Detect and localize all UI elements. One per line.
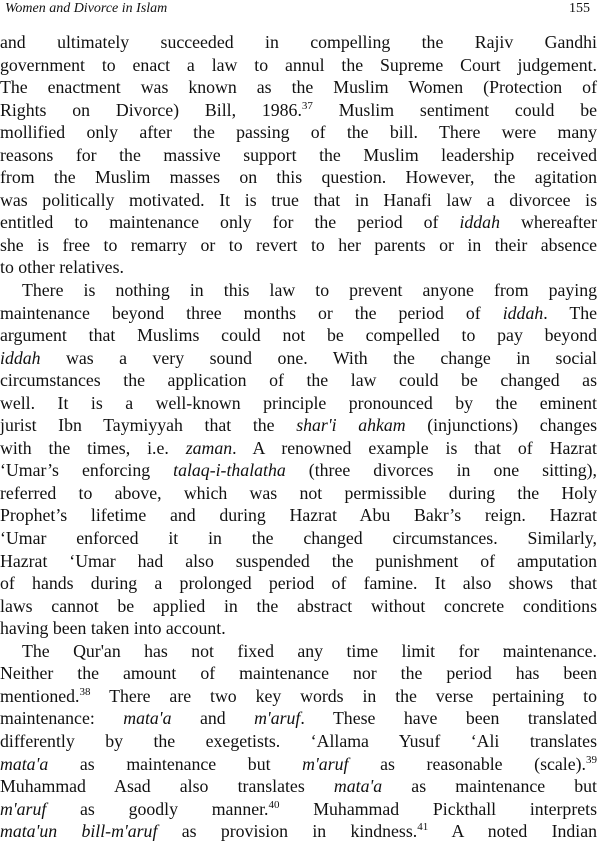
text-run: maintenance: [0,708,124,729]
text-line [0,730,597,753]
text-line [0,550,597,573]
text-line [0,279,597,302]
text-run: There are two key words in the verse pertaining to [90,685,597,706]
paragraph [0,279,597,640]
text-line [0,31,597,54]
text-run: whereafter [499,212,597,233]
text-line [0,798,597,821]
text-run: . The [543,302,597,323]
text-line [0,414,597,437]
text-line [0,437,597,460]
italic-term: m'aruf [0,798,47,819]
text-line [0,166,597,189]
text-line [0,820,597,843]
italic-term: zaman [185,437,233,458]
text-line [0,347,597,370]
text-line [0,54,597,77]
page-number: 155 [569,1,590,16]
text-run: ‘Umar’s enforcing [0,460,174,481]
text-line [0,189,597,212]
text-run: ‘Umar enforced it in the changed circumstances. Similarly, [0,528,597,549]
italic-term: mata'a [123,708,172,729]
text-line [0,504,597,527]
text-run: was politically motivated. It is true that in Hanafi law a divorcee is [0,189,597,210]
text-run: from the Muslim masses on this question. However, the agitation [0,167,597,188]
text-line [0,459,597,482]
text-run: as provision in kindness. [157,821,418,842]
text-line [0,121,597,144]
text-run: Rights on Divorce) Bill, 1986. [0,99,302,120]
footnote-marker: 37 [301,99,313,112]
text-run: Hazrat ‘Umar had also suspended the punishment of amputation [0,550,597,571]
text-run: (injunctions) changes [405,415,597,436]
text-line [0,572,597,595]
running-head-title: Women and Divorce in Islam [5,1,168,16]
text-line [0,234,597,257]
text-run: Prophet’s lifetime and during Hazrat Abu Bakr’s reign. Hazrat [0,505,597,526]
text-line [0,76,597,99]
footnote-marker: 40 [268,798,280,811]
text-line [0,753,597,776]
italic-term: shar'i ahkam [296,415,406,436]
text-line [0,527,597,550]
footnote-marker: 39 [586,753,597,766]
text-run: having been taken into account. [0,618,226,639]
text-run: was a very sound one. With the change in social [40,347,597,368]
text-run: jurist Ibn Taymiyyah that the [0,415,297,436]
text-run: Muslim sentiment could be [312,99,597,120]
text-run: and ultimately succeeded in compelling the Rajiv Gandhi [0,32,597,52]
text-line [0,595,597,618]
italic-term: talaq-i-thalatha [173,460,286,481]
text-run: maintenance beyond three months or the period of [0,302,503,323]
text-run: mentioned. [0,685,80,706]
text-run: referred to above, which was not permissible during the Holy [0,482,597,503]
text-line [0,392,597,415]
paragraph [0,31,597,279]
text-run: as reasonable (scale). [348,753,586,774]
text-line [0,482,597,505]
text-run: as goodly manner. [46,798,269,819]
text-run: government to enact a law to annul the Supreme Court judgement. [0,54,597,75]
italic-term: iddah [0,347,41,368]
text-line [0,640,597,663]
text-line [0,144,597,167]
text-run: as maintenance but [48,753,303,774]
text-run: Muhammad Asad also translates [0,776,334,797]
text-run: she is free to remarry or to revert to her parents or in their absence [0,234,597,255]
text-run: mollified only after the passing of the bill. There were many [0,122,597,143]
text-line [0,324,597,347]
text-run: There is nothing in this law to prevent anyone from paying [22,280,597,301]
text-run: . A renowned example is that of Hazrat [232,437,597,458]
text-run: with the times, i.e. [0,437,186,458]
text-run: laws cannot be applied in the abstract without concrete conditions [0,595,597,616]
running-head [5,0,595,22]
text-line [0,685,597,708]
italic-term: iddah [502,302,544,323]
text-run: to other relatives. [0,257,124,278]
footnote-marker: 38 [79,685,91,698]
italic-term: mata'un bill-m'aruf [0,821,158,842]
text-line [0,369,597,392]
text-line [0,256,597,279]
italic-term: mata'a [333,776,383,797]
italic-term: m'aruf [254,708,301,729]
text-run: of hands during a prolonged period of famine. It also shows that [0,573,597,594]
text-line [0,99,597,122]
text-run: as maintenance but [382,776,597,797]
italic-term: mata'a [0,753,49,774]
text-line [0,707,597,730]
text-run: Muhammad Pickthall interprets [279,798,597,819]
text-line [0,211,597,234]
text-line [0,617,597,640]
text-run: The Qur'an has not fixed any time limit for maintenance. [22,640,597,661]
body-text [0,31,597,843]
text-run: argument that Muslims could not be compelled to pay beyond [0,325,597,346]
text-run: entitled to maintenance only for the period of [0,212,460,233]
text-line [0,662,597,685]
footnote-marker: 41 [417,821,429,834]
italic-term: iddah [459,212,500,233]
text-run: The enactment was known as the Muslim Women (Protection of [0,77,597,98]
text-line [0,302,597,325]
text-run: reasons for the massive support the Muslim leadership received [0,144,597,165]
paragraph [0,640,597,843]
text-run: (three divorces in one sitting), [285,460,597,481]
text-run: differently by the exegetists. ‘Allama Yusuf ‘Ali translates [0,730,597,751]
text-run: and [171,708,255,729]
text-line [0,775,597,798]
text-run: well. It is a well-known principle pronounced by the eminent [0,392,597,413]
text-run: A noted Indian [428,821,597,842]
italic-term: m'aruf [302,753,349,774]
text-run: . These have been translated [300,708,597,729]
text-run: Neither the amount of maintenance nor the period has been [0,663,597,684]
text-run: circumstances the application of the law could be changed as [0,370,597,391]
